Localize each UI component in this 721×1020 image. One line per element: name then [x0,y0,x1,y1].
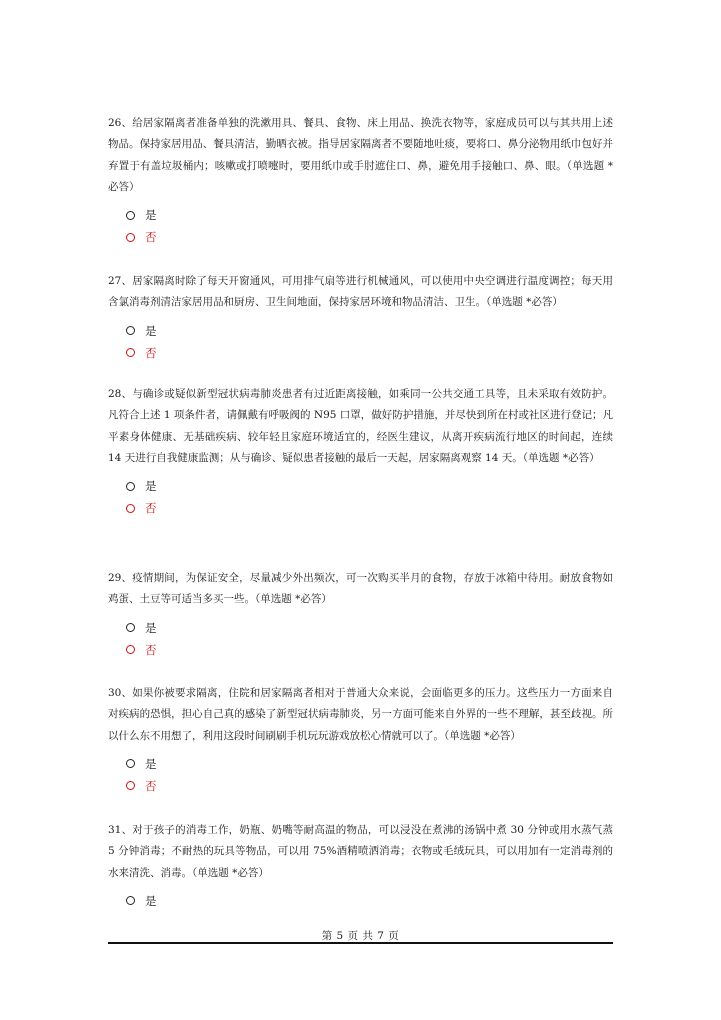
question-text: 28、与确诊或疑似新型冠状病毒肺炎患者有过近距离接触，如乘同一公共交通工具等，且未采取有效防护。凡符合上述 1 项条件者，请佩戴有呼吸阀的 N95 口罩，做好防护措施，并尽快到所在村或社区进行登记；凡平素身体健康、无基础疾病、较年轻且家庭环境适宜的，经医生建议，从离开疾病流行地区的时间起，连续 14 天进行自我健康监测；从与确诊、疑似患者接触的最后一天起，居家隔离观察 14 天。（单选题 *必答） [108,388,613,464]
option-group [108,753,613,797]
option-label: 是 [145,479,157,494]
option-group [108,475,613,519]
radio-circle-icon[interactable] [126,482,135,491]
radio-circle-icon[interactable] [126,504,135,513]
option-yes[interactable] [108,204,613,226]
question-28 [108,384,613,519]
radio-circle-icon[interactable] [126,759,135,768]
option-label: 否 [145,501,157,516]
option-label: 是 [145,756,157,771]
question-text: 27、居家隔离时除了每天开窗通风，可用排气扇等进行机械通风，可以使用中央空调进行温度调控；每天用含氯消毒剂清洁家居用品和厨房、卫生间地面，保持家居环境和物品清洁、卫生。（单选题 *必答） [108,275,613,309]
question-30 [108,683,613,797]
question-text: 31、对于孩子的消毒工作，奶瓶、奶嘴等耐高温的物品，可以浸没在煮沸的汤锅中煮 30 分钟或用水蒸气蒸 5 分钟消毒；不耐热的玩具等物品，可以用 75%酒精喷洒消毒；衣物或毛绒玩具，可以用加有一定消毒剂的水来清洗、消毒。（单选题 *必答） [108,824,613,879]
question-26 [108,113,613,248]
option-no[interactable] [108,775,613,797]
option-label: 是 [145,208,157,223]
option-label: 否 [145,345,157,360]
option-group [108,890,613,912]
radio-circle-icon[interactable] [126,781,135,790]
option-label: 否 [145,642,157,657]
question-text: 30、如果你被要求隔离，住院和居家隔离者相对于普通大众来说，会面临更多的压力。这些压力一方面来自对疾病的恐惧，担心自己真的感染了新型冠状病毒肺炎，另一方面可能来自外界的一些不理解，甚至歧视。所以什么东不用想了，利用这段时间刷刷手机玩玩游戏放松心情就可以了。（单选题 *必答） [108,687,613,742]
option-no[interactable] [108,342,613,364]
option-yes[interactable] [108,753,613,775]
question-text: 29、疫情期间，为保证安全，尽量减少外出频次，可一次购买半月的食物，存放于冰箱中待用。耐放食物如鸡蛋、土豆等可适当多买一些。（单选题 *必答） [108,572,613,606]
option-yes[interactable] [108,617,613,639]
option-no[interactable] [108,226,613,248]
option-yes[interactable] [108,475,613,497]
radio-circle-icon[interactable] [126,896,135,905]
question-text: 26、给居家隔离者准备单独的洗漱用具、餐具、食物、床上用品、换洗衣物等，家庭成员可以与其共用上述物品。保持家居用品、餐具清洁，勤晒衣被。指导居家隔离者不要随地吐痰，要将口、鼻分泌物用纸巾包好并弃置于有盖垃圾桶内；咳嗽或打喷嚏时，要用纸巾或手肘遮住口、鼻，避免用手接触口、鼻、眼。（单选题 *必答） [108,117,613,193]
radio-circle-icon[interactable] [126,645,135,654]
footer-divider [108,942,613,944]
question-31 [108,820,613,912]
question-29 [108,568,613,661]
option-label: 是 [145,620,157,635]
option-yes[interactable] [108,320,613,342]
option-label: 否 [145,230,157,245]
option-label: 是 [145,323,157,338]
option-label: 否 [145,778,157,793]
option-group [108,617,613,661]
option-group [108,320,613,364]
radio-circle-icon[interactable] [126,326,135,335]
radio-circle-icon[interactable] [126,233,135,242]
option-yes[interactable] [108,890,613,912]
page-number: 第 5 页 共 7 页 [321,930,400,942]
option-group [108,204,613,248]
option-label: 是 [145,893,157,908]
radio-circle-icon[interactable] [126,211,135,220]
option-no[interactable] [108,639,613,661]
radio-circle-icon[interactable] [126,623,135,632]
radio-circle-icon[interactable] [126,348,135,357]
option-no[interactable] [108,497,613,519]
question-27 [108,271,613,364]
